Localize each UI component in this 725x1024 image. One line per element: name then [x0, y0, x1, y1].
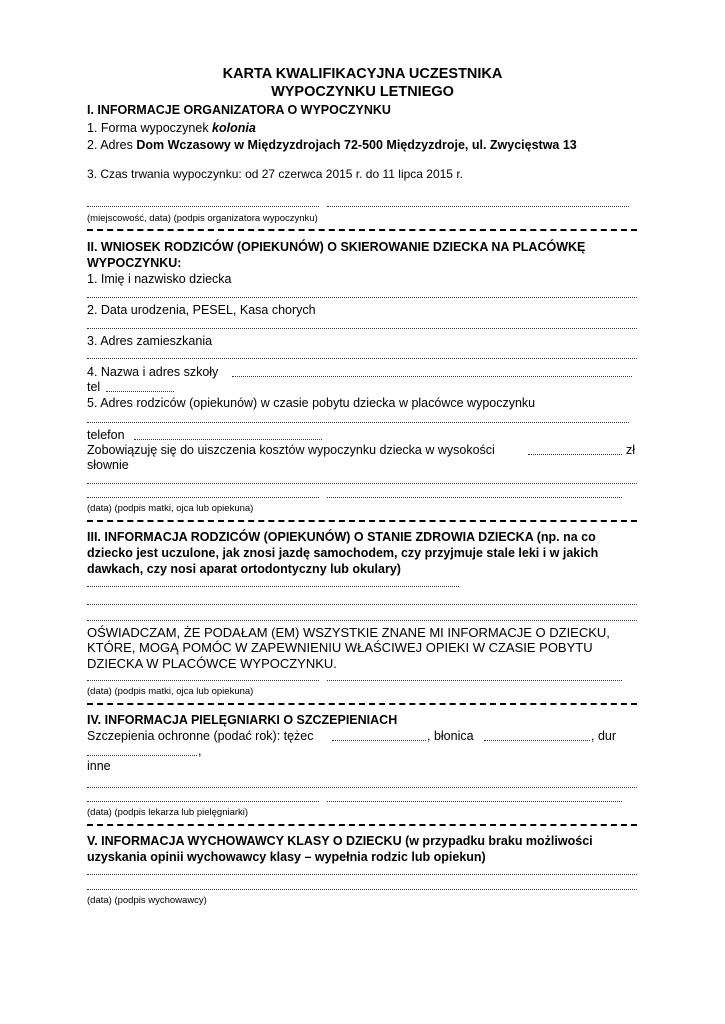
currency-label: zł: [626, 443, 636, 457]
section3-heading-line3: dawkach, czy nosi aparat ortodontyczny lub okulary): [87, 562, 401, 576]
school-tel-label: tel: [87, 380, 101, 394]
home-address-label: 3. Adres zamieszkania: [87, 334, 213, 348]
section2-heading-line2: WYPOCZYNKU:: [87, 256, 182, 270]
cost-commitment-label: Zobowiązuję się do uiszczenia kosztów wypoczynku dziecka w wysokości: [87, 443, 495, 457]
signature-dots-place-date[interactable]: [87, 206, 319, 207]
school-field[interactable]: [232, 376, 632, 377]
section-divider: [87, 520, 637, 522]
section5-signature-caption: (data) (podpis wychowawcy): [87, 895, 207, 906]
parents-phone-label: telefon: [87, 428, 125, 442]
diphtheria-label: , błonica: [427, 729, 474, 743]
signature-dots-parent[interactable]: [327, 497, 622, 498]
parents-address-label: 5. Adres rodziców (opiekunów) w czasie pobytu dziecka w placówce wypoczynku: [87, 396, 536, 410]
other-vaccines-label: inne: [87, 759, 111, 773]
cost-amount-field[interactable]: [528, 454, 622, 455]
address-label: 2. Adres: [87, 138, 137, 152]
form-label: 1. Forma wypoczynek: [87, 121, 213, 135]
signature-dots-date[interactable]: [87, 680, 319, 681]
health-info-field-2[interactable]: [87, 604, 637, 605]
child-name-label: 1. Imię i nazwisko dziecka: [87, 272, 232, 286]
typhoid-label: , dur: [591, 729, 617, 743]
section5-heading-line2: uzyskania opinii wychowawcy klasy – wypełnia rodzic lub opiekun): [87, 850, 486, 864]
teacher-info-field-2[interactable]: [87, 889, 637, 890]
signature-dots-organizer[interactable]: [327, 206, 629, 207]
health-info-field-1[interactable]: [87, 586, 459, 587]
section3-heading-line2: dziecko jest uczulone, jak znosi jazdę samochodem, czy przyjmuje stale leki i w jakich: [87, 546, 599, 560]
section4-signature-caption: (data) (podpis lekarza lub pielęgniarki): [87, 807, 249, 818]
document-title-line2: WYPOCZYNKU LETNIEGO: [271, 84, 454, 100]
comma-separator: ,: [198, 744, 202, 758]
document-title-line1: KARTA KWALIFIKACYJNA UCZESTNIKA: [222, 66, 503, 82]
declaration-line1: OŚWIADCZAM, ŻE PODAŁAM (EM) WSZYSTKIE ZNANE MI INFORMACJE O DZIECKU,: [87, 625, 610, 640]
parents-phone-field[interactable]: [134, 439, 322, 440]
address-line: [87, 138, 577, 153]
other-vaccines-field[interactable]: [87, 787, 637, 788]
section4-heading: IV. INFORMACJA PIELĘGNIARKI O SZCZEPIENIACH: [87, 713, 398, 727]
teacher-info-field-1[interactable]: [87, 874, 637, 875]
vaccines-label: Szczepienia ochronne (podać rok): tężec: [87, 729, 314, 743]
section2-heading-line1: II. WNIOSEK RODZICÓW (OPIEKUNÓW) O SKIEROWANIE DZIECKA NA PLACÓWKĘ: [87, 240, 586, 254]
declaration-line2: KTÓRE, MOGĄ POMÓC W ZAPEWNIENIU WŁAŚCIWEJ OPIEKI W CZASIE POBYTU: [87, 640, 593, 655]
signature-dots-parent[interactable]: [327, 680, 622, 681]
address-value: Dom Wczasowy w Międzyzdrojach 72-500 Międzyzdroje, ul. Zwycięstwa 13: [136, 138, 577, 152]
parents-address-field[interactable]: [87, 422, 629, 423]
typhoid-year-field[interactable]: [87, 755, 197, 756]
section1-signature-caption: (miejscowość, data) (podpis organizatora wypoczynku): [87, 213, 318, 224]
section-divider: [87, 824, 637, 826]
tetanus-year-field[interactable]: [332, 740, 426, 741]
section-divider: [87, 703, 637, 705]
school-tel-field[interactable]: [106, 391, 174, 392]
form-value: kolonia: [212, 121, 256, 135]
duration-line: 3. Czas trwania wypoczynku: od 27 czerwca 2015 r. do 11 lipca 2015 r.: [87, 167, 463, 181]
home-address-field[interactable]: [87, 358, 637, 359]
section5-heading-line1: V. INFORMACJA WYCHOWAWCY KLASY O DZIECKU (w przypadku braku możliwości: [87, 834, 593, 848]
form-of-leisure-line: [87, 121, 256, 136]
signature-dots-nurse[interactable]: [327, 801, 622, 802]
section3-signature-caption: (data) (podpis matki, ojca lub opiekuna): [87, 686, 254, 697]
signature-dots-date[interactable]: [87, 801, 319, 802]
declaration-line3: DZIECKA W PLACÓWCE WYPOCZYNKU.: [87, 656, 337, 671]
birth-date-label: 2. Data urodzenia, PESEL, Kasa chorych: [87, 303, 316, 317]
section3-heading-line1: III. INFORMACJA RODZICÓW (OPIEKUNÓW) O STANIE ZDROWIA DZIECKA (np. na co: [87, 530, 596, 544]
birth-date-field[interactable]: [87, 328, 637, 329]
section2-signature-caption: (data) (podpis matki, ojca lub opiekuna): [87, 503, 254, 514]
child-name-field[interactable]: [87, 297, 637, 298]
diphtheria-year-field[interactable]: [484, 740, 590, 741]
section1-heading: I. INFORMACJE ORGANIZATORA O WYPOCZYNKU: [87, 103, 391, 117]
health-info-field-3[interactable]: [87, 620, 637, 621]
signature-dots-date[interactable]: [87, 497, 319, 498]
in-words-label: słownie: [87, 458, 129, 472]
section-divider: [87, 229, 637, 231]
in-words-field[interactable]: [87, 483, 637, 484]
school-label: 4. Nazwa i adres szkoły: [87, 365, 219, 379]
